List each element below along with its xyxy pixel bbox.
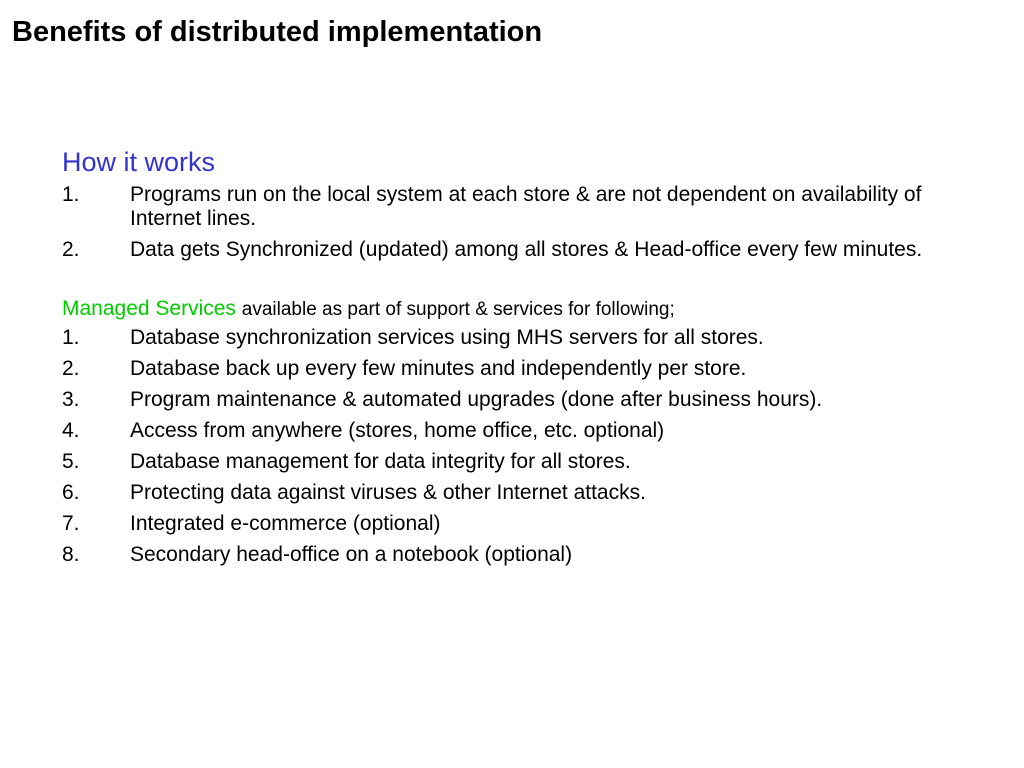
list-item-text: Program maintenance & automated upgrades (done after business hours). (130, 388, 823, 411)
list-item-text: Protecting data against viruses & other Internet attacks. (130, 481, 646, 504)
list-item-text: Integrated e-commerce (optional) (130, 512, 441, 535)
list-item-text: Secondary head-office on a notebook (optional) (130, 543, 573, 566)
list-item-number: 8. (62, 543, 80, 566)
list-item-number: 1. (62, 183, 80, 206)
list-item-number: 2. (62, 238, 80, 261)
managed-services-label: Managed Services (62, 297, 236, 320)
page-title: Benefits of distributed implementation (12, 16, 543, 48)
list-item-text: Database back up every few minutes and independently per store. (130, 357, 747, 380)
list-item (62, 512, 950, 536)
how-it-works-heading: How it works (62, 147, 216, 177)
list-item (62, 419, 950, 443)
list-item (62, 388, 950, 412)
list-item (62, 543, 950, 567)
list-item-number: 6. (62, 481, 80, 504)
list-item-number: 2. (62, 357, 80, 380)
list-item-number: 4. (62, 419, 80, 442)
list-item-text: Programs run on the local system at each store & are not dependent on availability of Internet lines. (130, 183, 922, 230)
list-item-number: 7. (62, 512, 80, 535)
list-item-text: Database management for data integrity for all stores. (130, 450, 631, 473)
slide-content (62, 145, 962, 574)
list-item-number: 5. (62, 450, 80, 473)
list-item-number: 1. (62, 326, 80, 349)
list-item-text: Data gets Synchronized (updated) among all stores & Head-office every few minutes. (130, 238, 923, 261)
list-item (62, 450, 950, 474)
managed-services-suffix: available as part of support & services for following; (241, 299, 675, 320)
list-item (62, 183, 950, 231)
list-item-number: 3. (62, 388, 80, 411)
section-spacer (62, 269, 962, 295)
list-item (62, 238, 950, 262)
list-item-text: Access from anywhere (stores, home office, etc. optional) (130, 419, 665, 442)
list-item (62, 481, 950, 505)
managed-services-heading (62, 295, 962, 324)
list-item (62, 357, 950, 381)
list-item-text: Database synchronization services using MHS servers for all stores. (130, 326, 764, 349)
how-it-works-list (62, 183, 962, 262)
list-item (62, 326, 950, 350)
managed-services-list (62, 326, 962, 567)
